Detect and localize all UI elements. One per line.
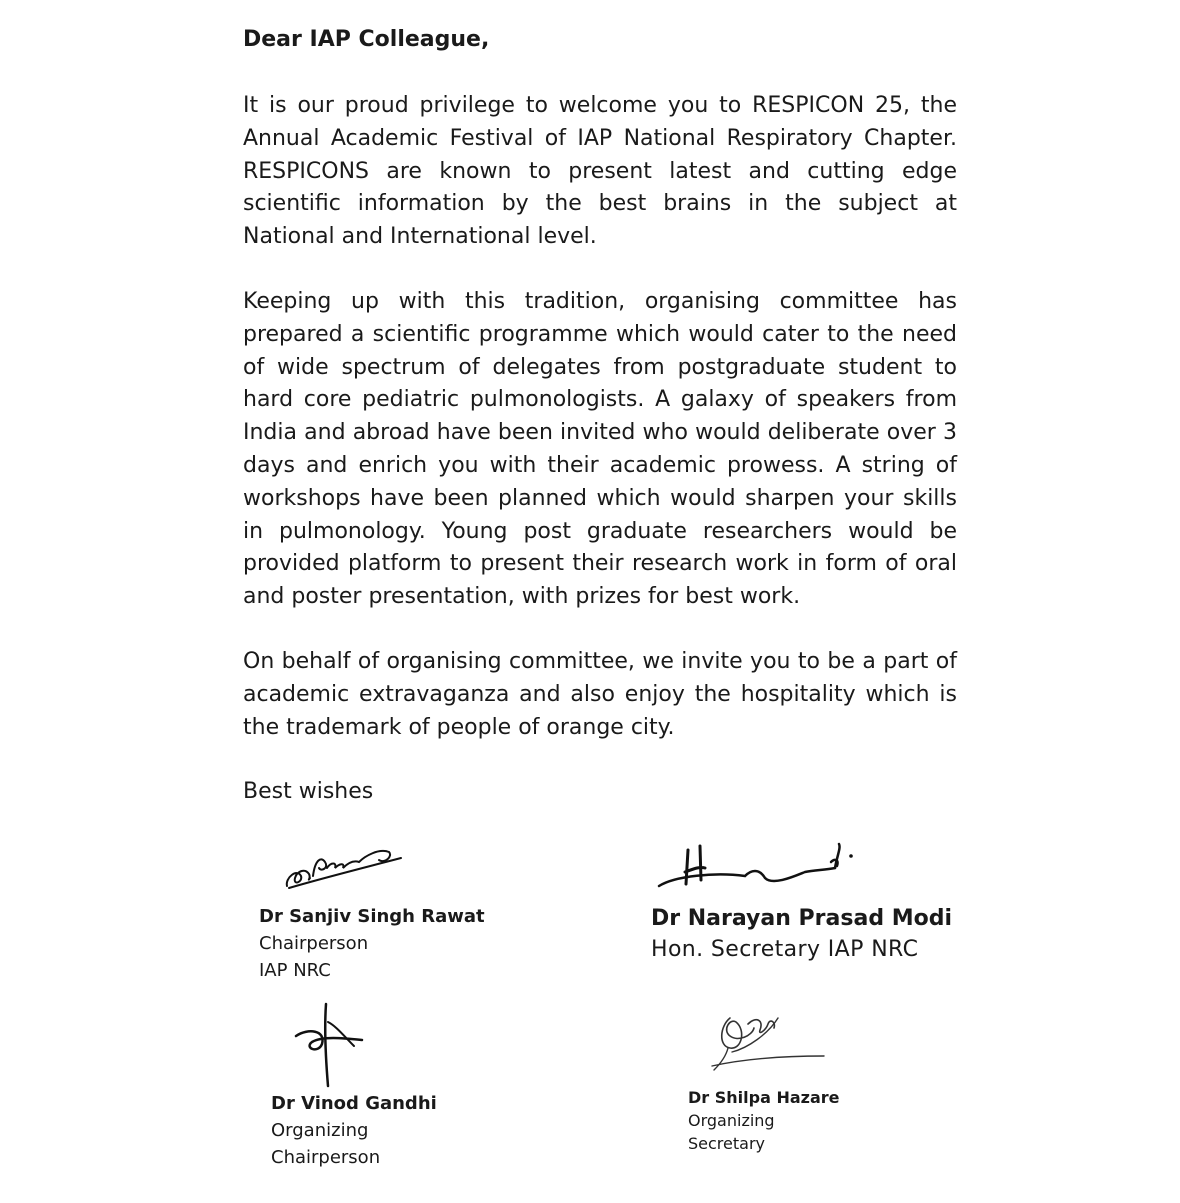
letter-body (243, 22, 957, 804)
signature-rawat (283, 838, 408, 893)
signatory-role: IAP NRC (259, 960, 331, 981)
signatory-name: Dr Shilpa Hazare (688, 1088, 840, 1107)
signatory-name: Dr Vinod Gandhi (271, 1093, 437, 1114)
signature-modi (655, 842, 860, 894)
paragraph-welcome: It is our proud privilege to welcome you to RESPICON 25, the Annual Academic Festival of IAP National Respiratory Chapter. RESPICONS are known to present latest and cutting edge scientific information by the best brains in the subject at National and International level. (243, 93, 957, 250)
signatory-role: Organizing (271, 1120, 369, 1141)
signatory-role: Organizing (688, 1111, 775, 1130)
signatory-modi (651, 903, 952, 965)
signatory-role: Hon. Secretary IAP NRC (651, 937, 919, 962)
signature-hazare (708, 1004, 828, 1074)
signatory-name: Dr Sanjiv Singh Rawat (259, 906, 485, 927)
signature-gandhi (292, 1002, 370, 1090)
signatory-role: Chairperson (271, 1147, 381, 1168)
signatory-role: Secretary (688, 1134, 765, 1153)
closing: Best wishes (243, 779, 374, 804)
signatory-name: Dr Narayan Prasad Modi (651, 906, 953, 931)
paragraph-programme: Keeping up with this tradition, organising committee has prepared a scientific programme which would cater to the need of wide spectrum of delegates from postgraduate student to hard core pediatric pulmonologists. A galaxy of speakers from India and abroad have been invited who would deliberate over 3 days and enrich you with their academic prowess. A string of workshops have been planned which would sharpen your skills in pulmonology. Young post graduate researchers would be provided platform to present their research work in form of oral and poster presentation, with prizes for best work. (243, 289, 957, 610)
signatory-role: Chairperson (259, 933, 369, 954)
signatory-hazare (688, 1086, 839, 1155)
signatory-gandhi (271, 1090, 437, 1171)
signatory-rawat (259, 903, 485, 984)
paragraph-invitation: On behalf of organising committee, we invite you to be a part of academic extravaganza and also enjoy the hospitality which is the trademark of people of orange city. (243, 649, 957, 740)
salutation: Dear IAP Colleague, (243, 27, 490, 52)
